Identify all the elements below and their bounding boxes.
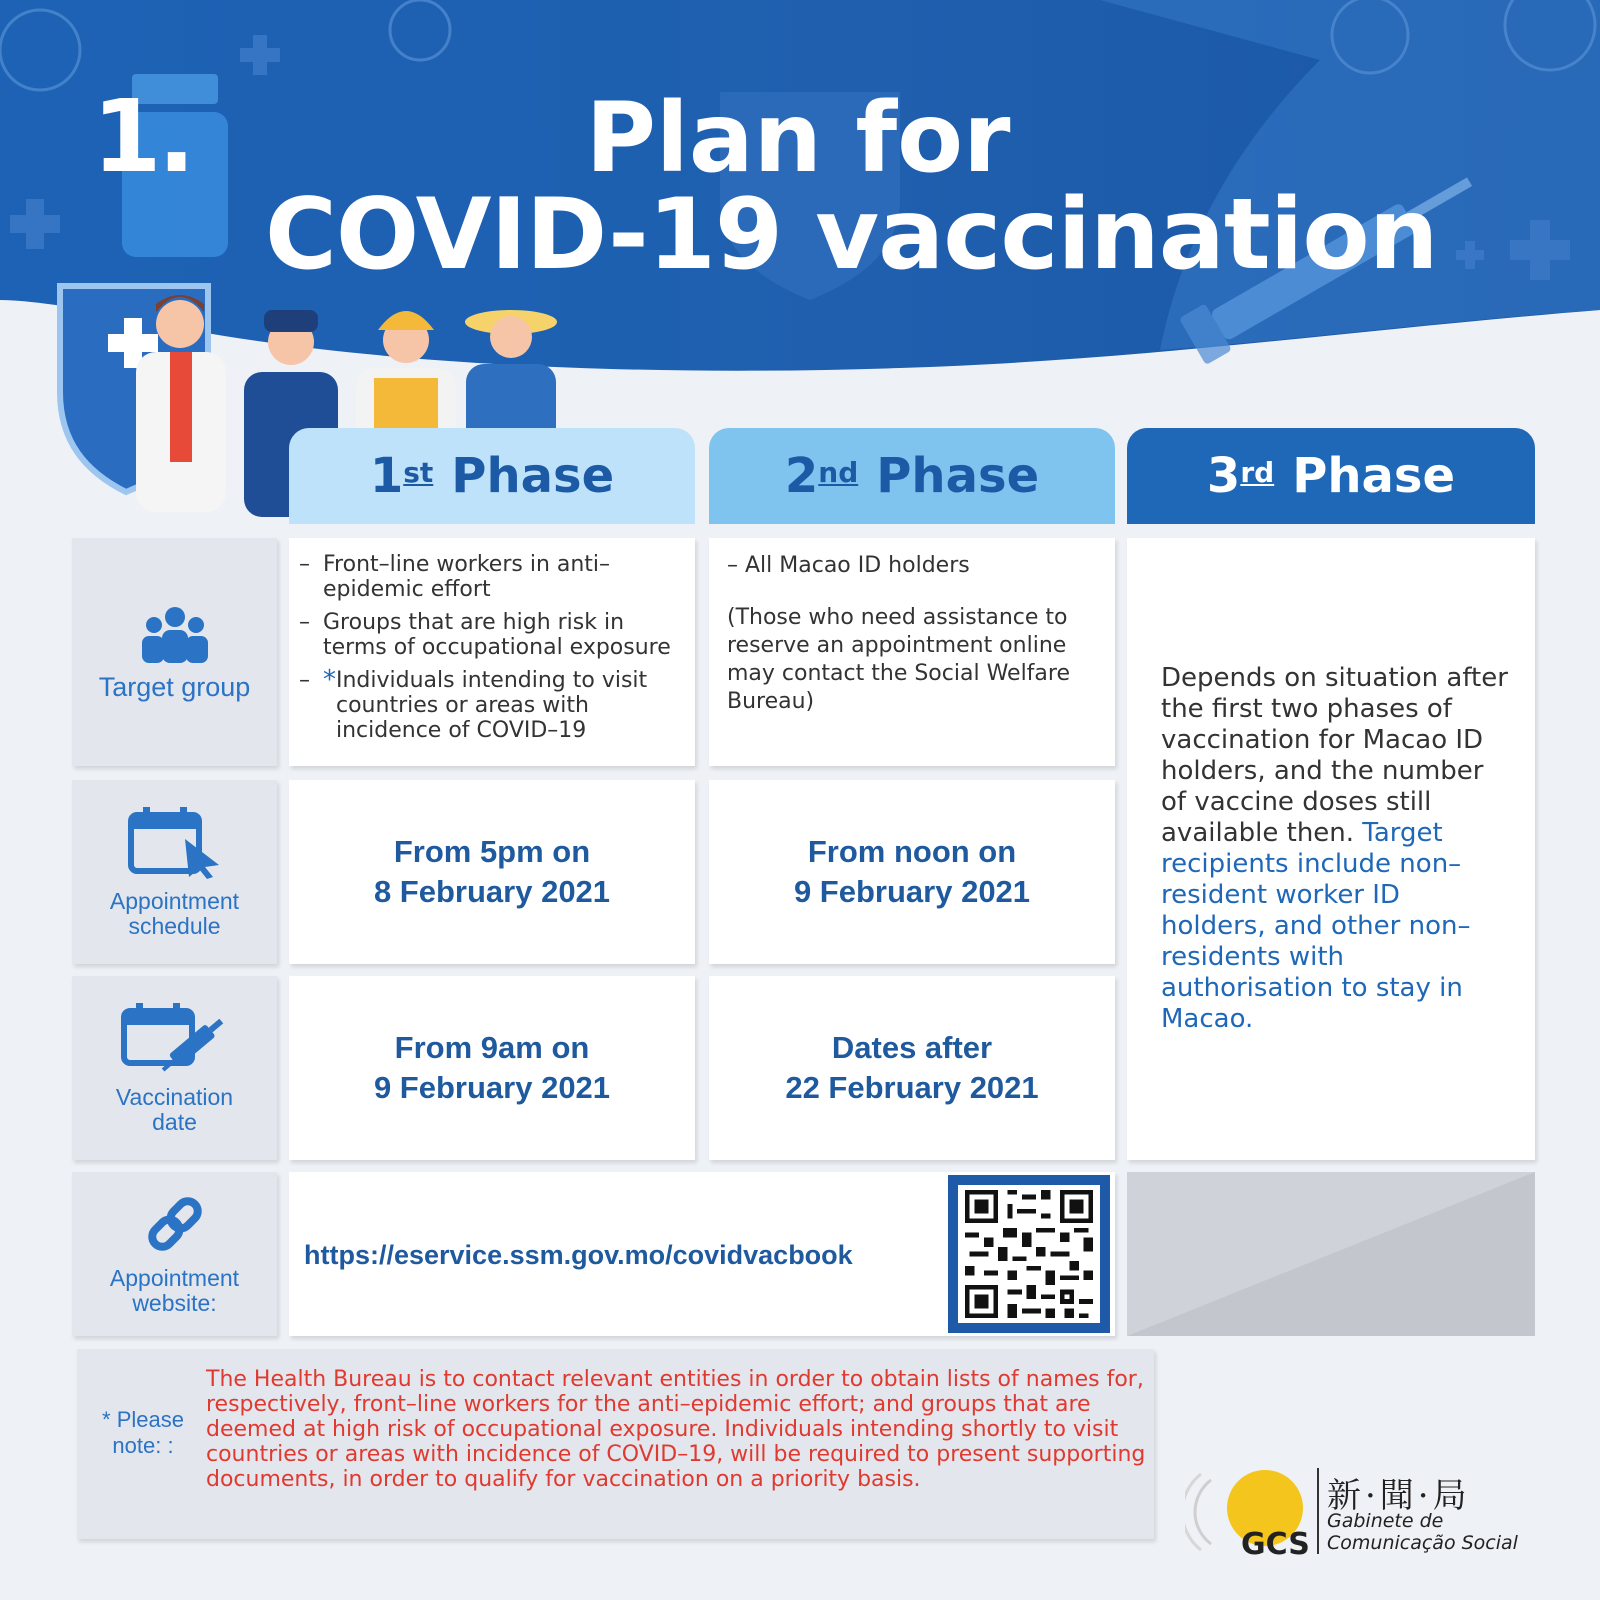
phase2-target-cell: [709, 538, 1115, 766]
footnote-box: [77, 1349, 1154, 1539]
phase1-schedule-cell: From 5pm on 8 February 2021: [289, 780, 695, 964]
list-item: – Groups that are high risk in terms of occupational exposure: [299, 610, 671, 660]
svg-text:GCS: GCS: [1241, 1527, 1310, 1562]
row-label-appointment-website: Appointment website:: [109, 1265, 240, 1316]
calendar-cursor-icon: [127, 805, 223, 879]
gcs-logo-mark: [1185, 1462, 1325, 1562]
row-label-appointment-schedule: Appointment schedule: [109, 888, 240, 939]
list-item: – All Macao ID holders: [727, 553, 970, 578]
row-header-vaccination-date: [72, 976, 277, 1160]
tab-phase-1: 1 $^{st}$ Phase: [289, 428, 695, 524]
logo-divider: [1317, 1468, 1319, 1554]
empty-website-cell: [1127, 1172, 1535, 1336]
row-header-appointment-website: [72, 1172, 277, 1336]
phase3-info-cell: Depends on situation after the first two phases of vaccination for Macao ID holders, and the number of vaccine doses still available then. Target recipients include non–resident worker ID holders, and other non–residents with authorisation to stay in Macao.: [1127, 538, 1535, 1160]
footnote-star: *: [323, 665, 336, 695]
phase1-vaccination-cell: From 9am on 9 February 2021: [289, 976, 695, 1160]
row-header-target-group: [72, 538, 277, 766]
section-number: 1.: [92, 78, 192, 195]
logo-chinese-text: 新·聞·局: [1327, 1476, 1471, 1516]
gcs-logo: [1185, 1462, 1575, 1562]
page-title-line1: Plan for: [585, 82, 1011, 194]
qr-code-image: [958, 1185, 1100, 1323]
row-header-appointment-schedule: [72, 780, 277, 964]
logo-portuguese-text: Gabinete de Comunicação Social: [1327, 1510, 1518, 1554]
list-item: – * Individuals intending to visit countries or areas with incidence of COVID–19: [299, 665, 648, 743]
tab-phase-2: 2 $^{nd}$ Phase: [709, 428, 1115, 524]
row-label-target-group: Target group: [98, 671, 251, 702]
phase2-schedule-cell: From noon on 9 February 2021: [709, 780, 1115, 964]
list-item: – Front–line workers in anti–epidemic effort: [299, 552, 611, 602]
calendar-syringe-icon: [120, 1001, 230, 1075]
link-icon: [143, 1192, 207, 1256]
page-title-line2: COVID-19 vaccination: [265, 178, 1438, 292]
appointment-url-link[interactable]: https://eservice.ssm.gov.mo/covidvacbook: [304, 1240, 853, 1270]
qr-code[interactable]: [948, 1175, 1110, 1333]
row-label-vaccination-date: Vaccination date: [115, 1084, 234, 1135]
footnote-label: * Please note: :: [102, 1407, 184, 1458]
tab-phase-3: 3 $^{rd}$ Phase: [1127, 428, 1535, 524]
phase1-target-cell: [289, 538, 695, 766]
phase2-vaccination-cell: Dates after 22 February 2021: [709, 976, 1115, 1160]
phase2-target-note: (Those who need assistance to reserve an appointment online may contact the Social Welfare Bureau): [727, 605, 1070, 714]
footnote-text: The Health Bureau is to contact relevant entities in order to obtain lists of names for, respectively, front–line workers for the anti–epidemic effort; and groups that are deemed at high risk of occupational exposure. Individuals intending shortly to visit countries or areas with incidence of COVID–19, will be required to present supporting documents, in order to qualify for vaccination on a priority basis.: [206, 1367, 1146, 1492]
group-icon: [140, 605, 210, 665]
